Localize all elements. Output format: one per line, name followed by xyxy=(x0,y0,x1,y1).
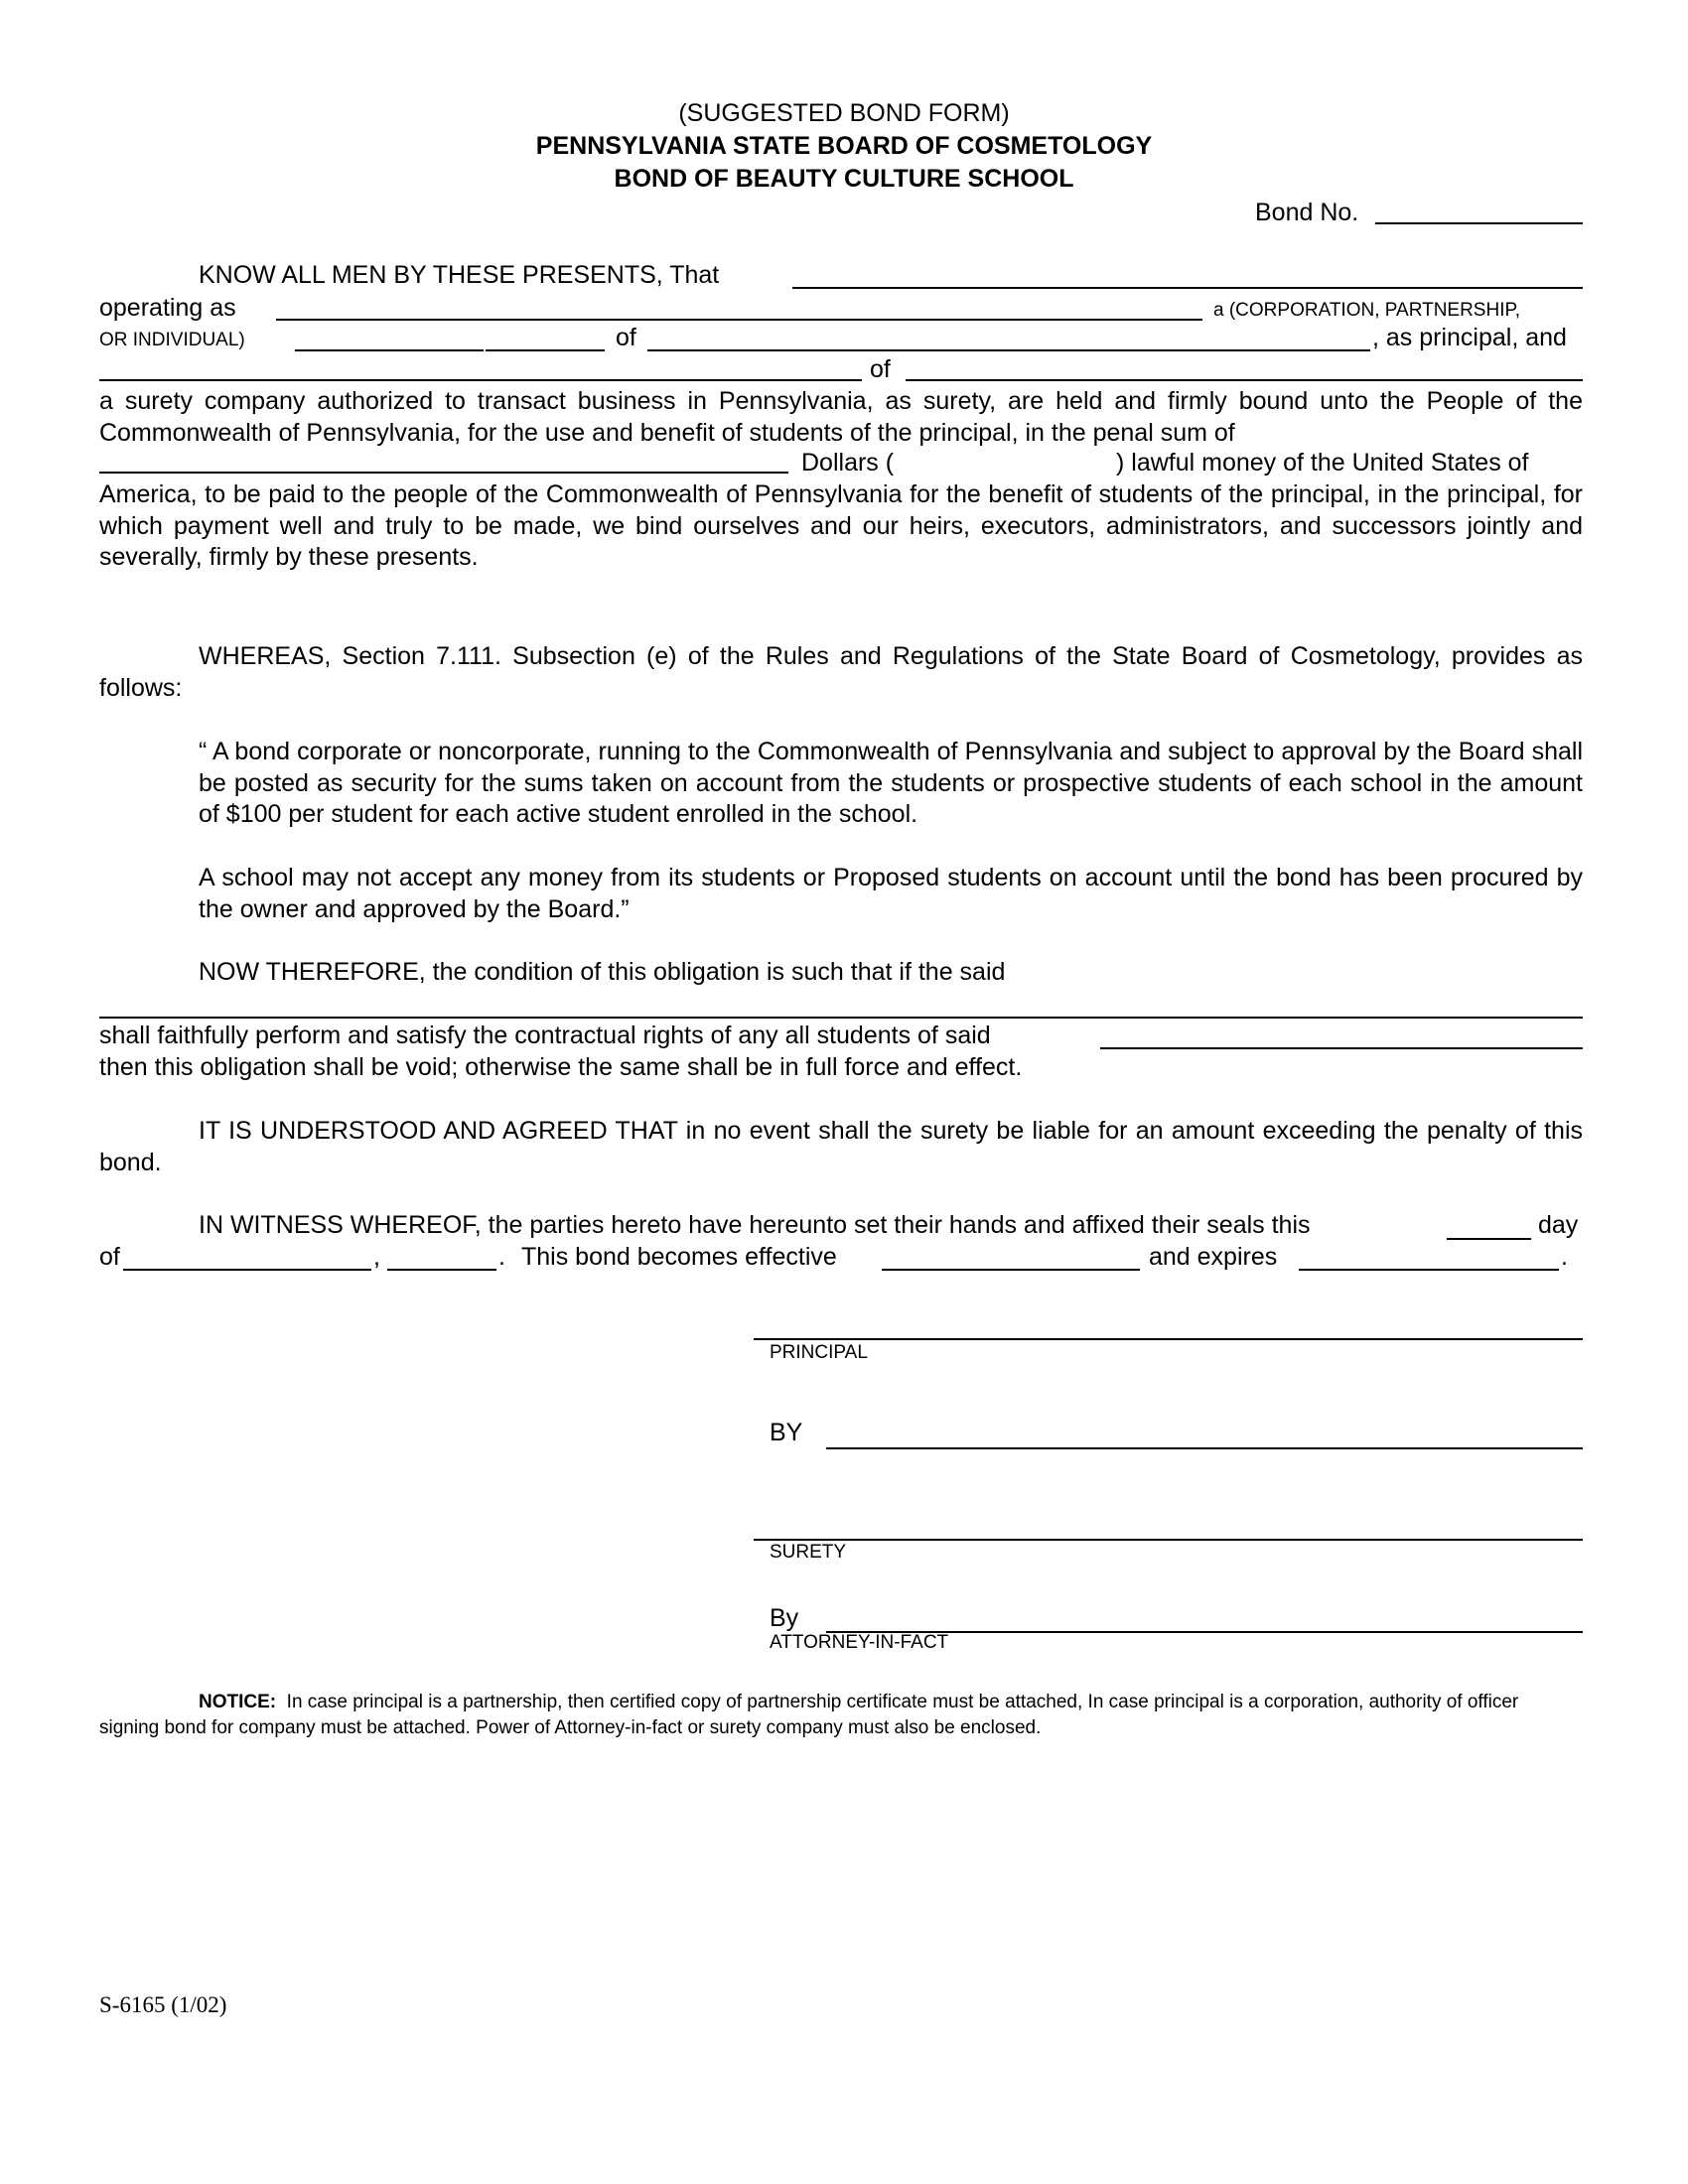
whereas-paragraph: WHEREAS, Section 7.111. Subsection (e) of the Rules and Regulations of the State Board of Cosmetology, provides as follows: xyxy=(99,642,1583,702)
expires-text: and expires xyxy=(1149,1243,1278,1271)
attorney-in-fact-label: ATTORNEY-IN-FACT xyxy=(770,1632,949,1653)
operating-as-field[interactable] xyxy=(276,319,1202,321)
entity-types-text: a (CORPORATION, PARTNERSHIP, xyxy=(1213,300,1520,321)
document-title: BOND OF BEAUTY CULTURE SCHOOL xyxy=(614,165,1074,193)
entity-type-field-2[interactable] xyxy=(486,349,605,351)
of-month-label: of xyxy=(99,1243,120,1271)
of-label: of xyxy=(616,324,636,351)
penal-sum-words-field[interactable] xyxy=(99,472,788,474)
surety-label: SURETY xyxy=(770,1542,847,1563)
void-text: then this obligation shall be void; otherwise the same shall be in full force and effect. xyxy=(99,1053,1023,1081)
principal-name-field[interactable] xyxy=(792,287,1583,289)
surety-paragraph: a surety company authorized to transact business in Pennsylvania, as surety, are held and firmly bound unto the People of the Commonwealth of Pennsylvania, for the use and benefit of students of the principal, in the penal sum of xyxy=(99,387,1583,447)
school-name-field[interactable] xyxy=(99,1017,1583,1019)
principal-label: PRINCIPAL xyxy=(770,1342,868,1363)
notice-text: In case principal is a partnership, then certified copy of partnership certificate must be attached, In case principal is a corporation, authority of officer signing bond for company must be attached. Power of Attorney-in-fact or surety company must also be enclosed. xyxy=(99,1692,1519,1738)
now-therefore-text: NOW THEREFORE, the condition of this obligation is such that if the said xyxy=(199,958,1006,986)
principal-address-field[interactable] xyxy=(647,349,1370,351)
payment-paragraph: America, to be paid to the people of the Commonwealth of Pennsylvania for the benefit of students of the principal, in the principal, for which payment well and truly to be made, we bind ourselves and our heirs, executors, administrators, and successors jointly and severally, firmly by these presents. xyxy=(99,480,1583,572)
suggested-form-label: (SUGGESTED BOND FORM) xyxy=(678,99,1010,127)
expiration-date-field[interactable] xyxy=(1299,1269,1559,1271)
form-number: S-6165 (1/02) xyxy=(99,1992,227,2017)
effective-date-field[interactable] xyxy=(882,1269,1140,1271)
by-label-lower: By xyxy=(770,1604,799,1632)
day-field[interactable] xyxy=(1447,1238,1531,1240)
understood-paragraph: IT IS UNDERSTOOD AND AGREED THAT in no event shall the surety be liable for an amount exceeding the penalty of this bond. xyxy=(99,1117,1583,1176)
operating-as-label: operating as xyxy=(99,294,236,322)
entity-type-field[interactable] xyxy=(295,349,484,351)
bond-number-field[interactable] xyxy=(1375,222,1583,224)
surety-address-field[interactable] xyxy=(906,379,1583,381)
school-name-field-2[interactable] xyxy=(1100,1047,1583,1049)
period-text: . xyxy=(498,1243,505,1271)
regulation-quote-1: “ A bond corporate or noncorporate, running to the Commonwealth of Pennsylvania and subject to approval by the Board shall be posted as security for the sums taken on account from the students or prospective students of each school in the amount of $100 per student for each active student enrolled in the school. xyxy=(199,738,1583,829)
perform-text: shall faithfully perform and satisfy the contractual rights of any all students of said xyxy=(99,1022,991,1049)
notice-paragraph xyxy=(99,1690,1583,1741)
principal-by-signature-line[interactable] xyxy=(826,1447,1583,1449)
lawful-money-text: ) lawful money of the United States of xyxy=(1116,449,1529,477)
month-field[interactable] xyxy=(123,1269,371,1271)
bond-number-label: Bond No. xyxy=(1255,199,1359,226)
regulation-quote-2: A school may not accept any money from its students or Proposed students on account until the bond has been procured by the owner and approved by the Board.” xyxy=(199,864,1583,923)
effective-text: This bond becomes effective xyxy=(521,1243,837,1271)
surety-signature-line[interactable] xyxy=(754,1539,1583,1541)
as-principal-text: , as principal, and xyxy=(1372,324,1567,351)
of-label-2: of xyxy=(870,355,891,383)
by-label-upper: BY xyxy=(770,1419,803,1446)
witness-text: IN WITNESS WHEREOF, the parties hereto have hereunto set their hands and affixed their seals this xyxy=(199,1211,1311,1239)
know-all-men-text: KNOW ALL MEN BY THESE PRESENTS, That xyxy=(199,261,720,289)
dollars-label: Dollars ( xyxy=(801,449,895,477)
year-field[interactable] xyxy=(387,1269,496,1271)
notice-label: NOTICE: xyxy=(199,1692,277,1712)
surety-company-field[interactable] xyxy=(99,379,862,381)
comma-text: , xyxy=(373,1243,380,1271)
entity-types-text-cont: OR INDIVIDUAL) xyxy=(99,330,245,350)
board-name: PENNSYLVANIA STATE BOARD OF COSMETOLOGY xyxy=(535,132,1153,160)
principal-signature-line[interactable] xyxy=(754,1338,1583,1340)
end-period-text: . xyxy=(1561,1243,1568,1271)
day-label: day xyxy=(1538,1211,1579,1239)
